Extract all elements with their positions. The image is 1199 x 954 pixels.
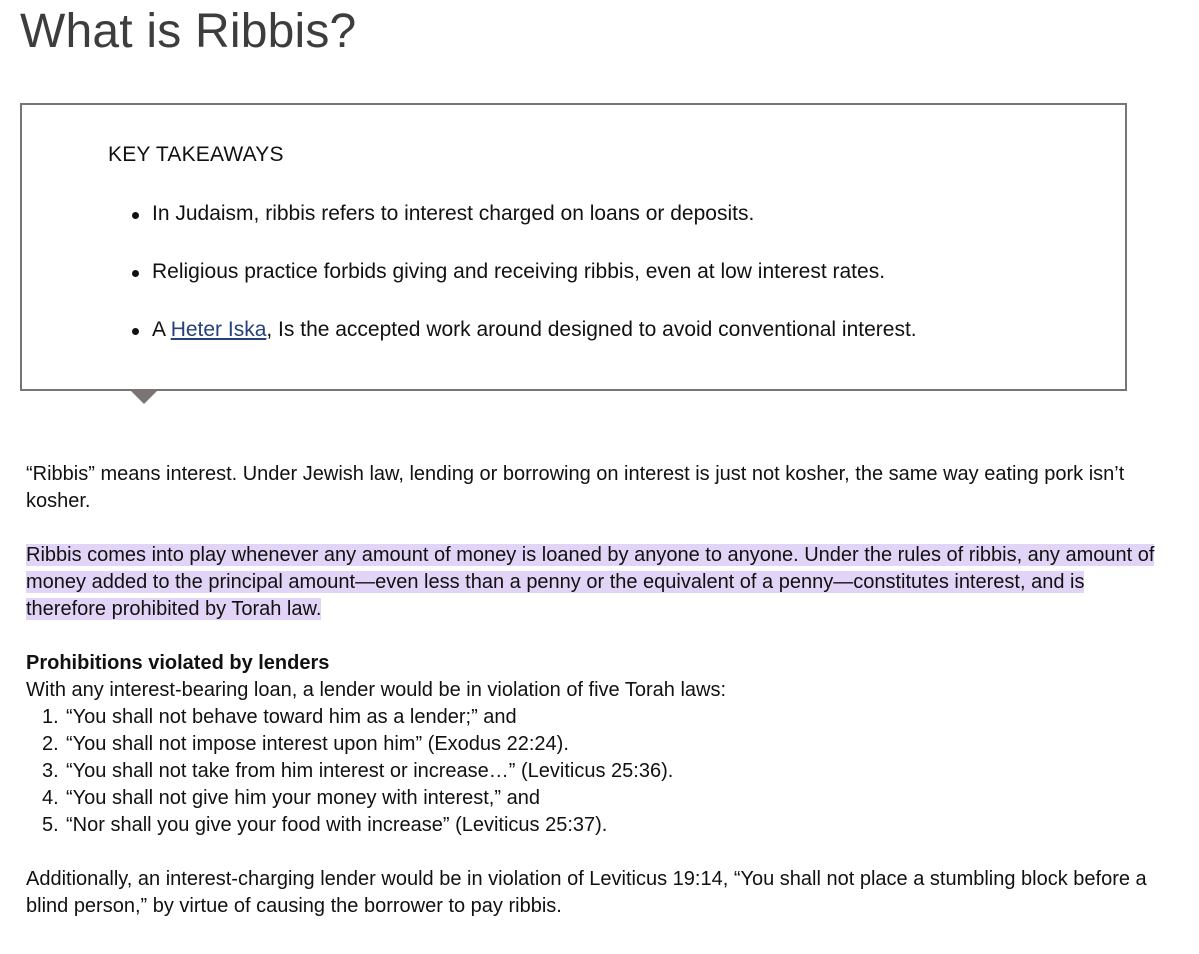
list-text: “You shall not give him your money with interest,” and	[66, 787, 540, 809]
intro-paragraph: “Ribbis” means interest. Under Jewish law, lending or borrowing on interest is just not kosher, the same way eating pork isn’t kosher.	[26, 463, 1125, 512]
list-item	[26, 704, 1156, 731]
section-intro: With any interest-bearing loan, a lender would be in violation of five Torah laws:	[26, 679, 727, 701]
section-heading: Prohibitions violated by lenders	[26, 652, 330, 674]
takeaway-text: In Judaism, ribbis refers to interest charged on loans or deposits.	[152, 202, 755, 225]
key-takeaways-box	[20, 103, 1127, 391]
takeaway-item	[130, 315, 1110, 345]
list-item	[26, 731, 1156, 758]
torah-laws-list	[26, 704, 1156, 839]
list-item	[26, 812, 1156, 839]
article-body	[26, 461, 1156, 920]
heter-iska-link[interactable]: Heter Iska	[170, 318, 267, 341]
takeaway-text: Religious practice forbids giving and receiving ribbis, even at low interest rates.	[152, 260, 886, 283]
list-number: 3.	[42, 760, 59, 782]
key-takeaways-heading: KEY TAKEAWAYS	[108, 143, 284, 166]
list-text: “You shall not behave toward him as a lender;” and	[66, 706, 517, 728]
list-text: “Nor shall you give your food with increase” (Leviticus 25:37).	[66, 814, 608, 836]
list-text: “You shall not take from him interest or increase…” (Leviticus 25:36).	[66, 760, 674, 782]
list-item	[26, 785, 1156, 812]
takeaways-pointer-arrow	[130, 390, 158, 404]
page-title: What is Ribbis?	[20, 5, 357, 58]
takeaway-prefix: A	[152, 318, 171, 341]
text-highlight[interactable]: Ribbis comes into play whenever any amount of money is loaned by anyone to anyone. Under the rules of ribbis, any amount of money added to the principal amount—even less than a penny or the equivalent of a penny—constitutes interest, and is therefore prohibited by Torah law.	[26, 544, 1155, 620]
list-number: 5.	[42, 814, 59, 836]
takeaway-item	[130, 199, 1110, 229]
list-number: 1.	[42, 706, 59, 728]
list-number: 2.	[42, 733, 59, 755]
list-item	[26, 758, 1156, 785]
takeaway-suffix: , Is the accepted work around designed to avoid conventional interest.	[266, 318, 917, 341]
closing-paragraph: Additionally, an interest-charging lender would be in violation of Leviticus 19:14, “You shall not place a stumbling block before a blind person,” by virtue of causing the borrower to pay ribbis.	[26, 868, 1147, 917]
list-text: “You shall not impose interest upon him” (Exodus 22:24).	[66, 733, 569, 755]
takeaway-item	[130, 257, 1110, 287]
key-takeaways-list	[130, 199, 1110, 373]
highlighted-paragraph	[26, 542, 1156, 623]
list-number: 4.	[42, 787, 59, 809]
